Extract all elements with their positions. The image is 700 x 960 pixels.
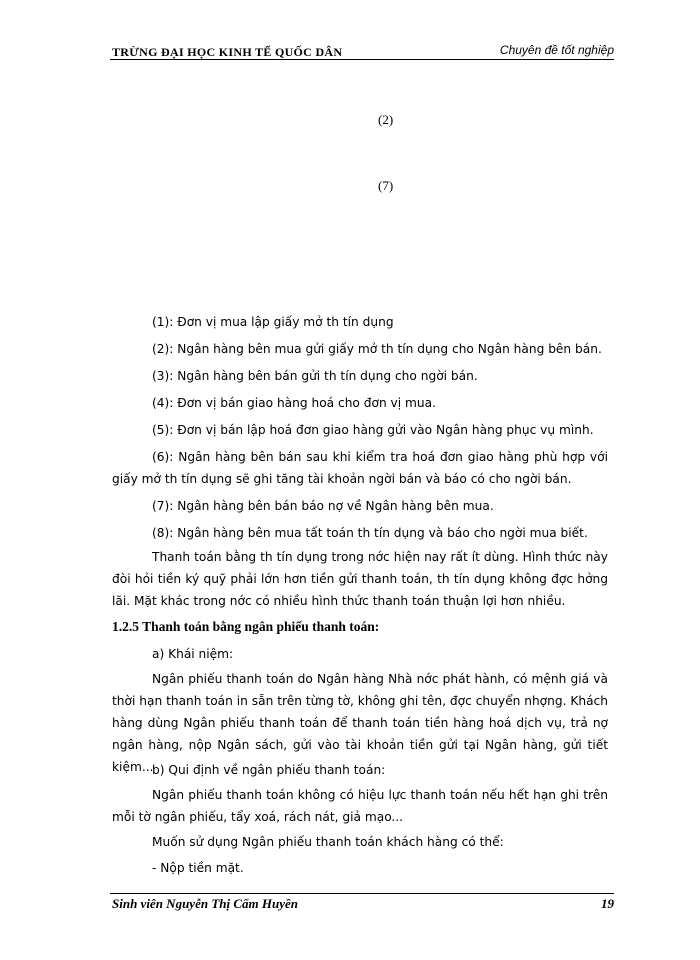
step-8: (8): Ngân hàng bên mua tất toán th tín dụng và báo cho ngời mua biết. [152, 526, 588, 540]
footer-rule [110, 893, 614, 894]
paragraph-cash: - Nộp tiền mặt. [152, 861, 244, 875]
paragraph-usage: Muốn sử dụng Ngân phiếu thanh toán khách hàng có thể: [152, 835, 504, 849]
header-thesis-title: Chuyên đề tốt nghiệp [499, 43, 614, 57]
section-heading: 1.2.5 Thanh toán bằng ngân phiếu thanh toán: [112, 619, 380, 634]
footer-student-name: Sinh viên Nguyễn Thị Cẩm Huyền [112, 896, 298, 911]
step-1: (1): Đơn vị mua lập giấy mở th tín dụng [152, 315, 394, 329]
subheading-a: a) Khái niệm: [152, 647, 234, 661]
subheading-b: b) Qui định về ngân phiếu thanh toán: [152, 763, 386, 777]
step-5: (5): Đơn vị bán lập hoá đơn giao hàng gửi vào Ngân hàng phục vụ mình. [152, 423, 594, 437]
header-rule [110, 59, 614, 60]
header-university: TRỪNG ĐẠI HỌC KINH TẾ QUỐC DÂN [112, 45, 343, 59]
diagram-label-7: (7) [378, 178, 394, 193]
diagram-label-2: (2) [378, 112, 394, 127]
step-4: (4): Đơn vị bán giao hàng hoá cho đơn vị mua. [152, 396, 436, 410]
page-number: 19 [601, 896, 614, 911]
step-3: (3): Ngân hàng bên bán gửi th tín dụng cho ngời bán. [152, 369, 478, 383]
paragraph-regulation: Ngân phiếu thanh toán không có hiệu lực thanh toán nếu hết hạn ghi trên mỗi tờ ngân phiếu, tẩy xoá, rách nát, giả mạo... [112, 788, 608, 824]
paragraph-letter-of-credit: Thanh toán bằng th tín dụng trong nớc hiện nay rất ít dùng. Hình thức này đòi hỏi tiền ký quỹ phải lớn hơn tiền gửi thanh toán, th tín dụng không đợc hởng lãi. Mặt khác trong nớc có nhiều hình thức thanh toán thuận lợi hơn nhiều. [112, 550, 608, 608]
step-6: (6): Ngân hàng bên bán sau khi kiểm tra hoá đơn giao hàng phù hợp với giấy mở th tín dụng sẽ ghi tăng tài khoản ngời bán và báo có cho ngời bán. [112, 450, 608, 486]
step-7: (7): Ngân hàng bên bán báo nợ về Ngân hàng bên mua. [152, 499, 494, 513]
paragraph-definition: Ngân phiếu thanh toán do Ngân hàng Nhà nớc phát hành, có mệnh giá và thời hạn thanh toán in sẵn trên từng tờ, không ghi tên, đợc chuyển nhợng. Khách hàng dùng Ngân phiếu thanh toán để thanh toán tiền hàng hoá dịch vụ, trả nợ ngân hàng, nộp Ngân sách, gửi vào tài khoản tiền gửi tại Ngân hàng, gửi tiết kiệm... [112, 672, 608, 774]
step-2: (2): Ngân hàng bên mua gửi giấy mở th tín dụng cho Ngân hàng bên bán. [152, 342, 602, 356]
